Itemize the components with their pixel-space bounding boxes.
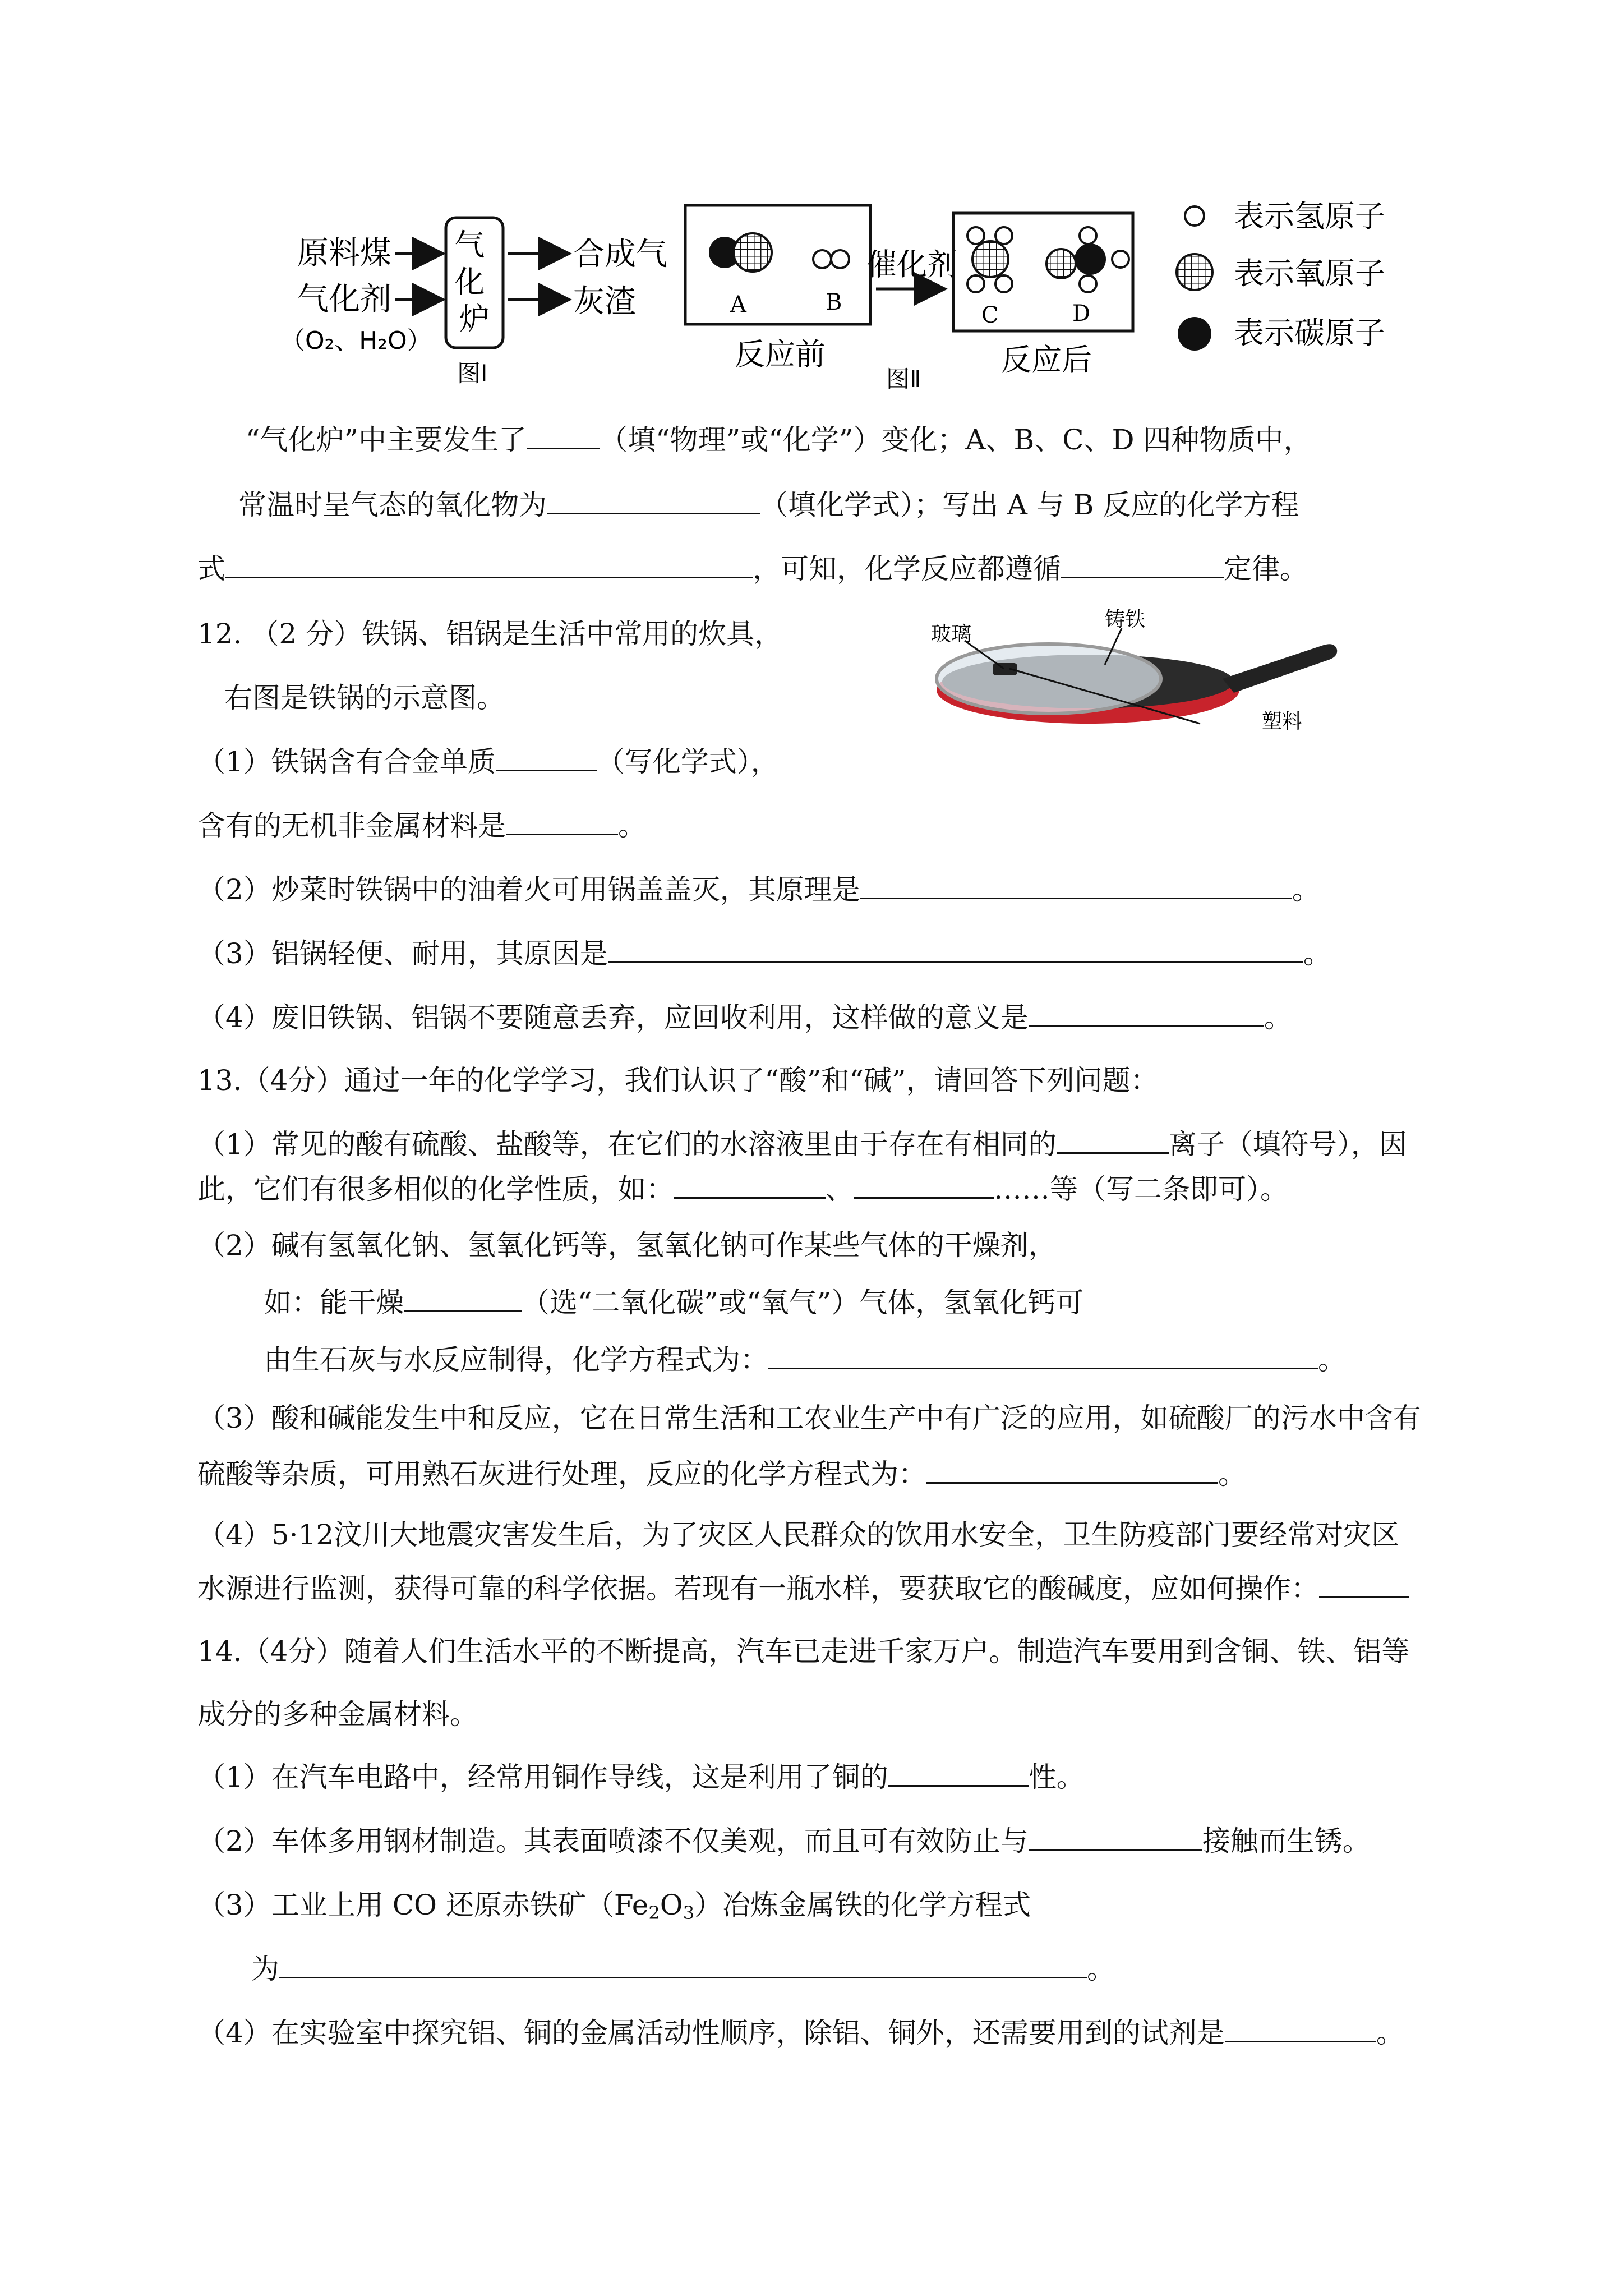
fig2-label-d: D	[1072, 301, 1091, 326]
molecule-b-h2	[831, 250, 849, 268]
q12-p1a: （1）铁锅含有合金单质	[197, 746, 496, 778]
q14-sub-3: 3	[683, 1902, 695, 1924]
q13-blank-lime-equation[interactable]	[768, 1342, 1318, 1369]
q13-p3a: （3）酸和碱能发生中和反应，它在日常生活和工农业生产中有广泛的应用，如硫酸厂的污水中含有	[197, 1402, 1421, 1434]
diagram-figures	[0, 0, 1623, 426]
q12-p2b: 。	[1292, 873, 1320, 906]
fig1-furnace-label	[454, 227, 494, 337]
q14-line1	[197, 1634, 1409, 1669]
q13-part2-line2	[264, 1285, 1083, 1320]
fig1-furnace-c2: 化	[454, 264, 485, 300]
legend-hydrogen: 表示氢原子	[1234, 199, 1385, 234]
molecule-a-oxygen	[734, 233, 772, 272]
fig2-caption: 图Ⅱ	[886, 365, 921, 393]
q12-p1c: 含有的无机非金属材料是	[197, 809, 506, 842]
pan-label-glass: 玻璃	[931, 623, 972, 646]
molecule-c-h2	[995, 227, 1012, 244]
q12-p4b: 。	[1264, 1001, 1292, 1034]
q13-part2-line3	[264, 1342, 1346, 1378]
fig1-output-gas: 合成气	[573, 236, 667, 273]
q13-part3-line1	[197, 1400, 1421, 1436]
q12-blank-nonmetal[interactable]	[506, 808, 618, 835]
fig2-label-b: B	[826, 289, 842, 315]
q14-part1	[197, 1759, 1085, 1795]
q11-line3	[197, 551, 1308, 587]
fig1-furnace-c1: 气	[454, 227, 485, 263]
q11-line1	[246, 422, 1311, 458]
q12-p2a: （2）炒菜时铁锅中的油着火可用锅盖盖灭，其原理是	[197, 873, 860, 906]
fig1-caption: 图Ⅰ	[457, 360, 488, 387]
q13-p4a: （4）5·12汶川大地震灾害发生后，为了灾区人民群众的饮用水安全，卫生防疫部门要经常对灾区	[197, 1519, 1400, 1551]
q12-part1-line2	[197, 808, 646, 844]
pan-label-iron: 铸铁	[1105, 608, 1146, 631]
molecule-c-h4	[995, 275, 1012, 292]
molecule-c-h1	[967, 227, 984, 244]
q14-p3-o: O	[660, 1889, 683, 1921]
pan-label-plastic: 塑料	[1262, 710, 1303, 733]
q14-blank-contact[interactable]	[1029, 1823, 1202, 1851]
q14-blank-iron-equation[interactable]	[279, 1951, 1087, 1978]
q13-blank-ion[interactable]	[1057, 1126, 1169, 1154]
q14-p3c: 为	[251, 1953, 279, 1985]
fig2-catalyst: 催化剂	[866, 247, 957, 282]
q14-p4b: 。	[1376, 2017, 1404, 2049]
q13-line1	[197, 1062, 1159, 1098]
q13-p3c: 。	[1218, 1458, 1246, 1490]
q13-part1-line2	[197, 1171, 1288, 1207]
q14-sub-2: 2	[648, 1902, 660, 1924]
q12-p4a: （4）废旧铁锅、铝锅不要随意丢弃，应回收利用，这样做的意义是	[197, 1001, 1029, 1034]
q14-blank-property[interactable]	[888, 1759, 1029, 1787]
legend-oxygen: 表示氧原子	[1234, 256, 1385, 291]
q12-part1-line1	[197, 744, 779, 780]
molecule-d-h3	[1112, 251, 1129, 268]
q14-p1b: 性。	[1028, 1761, 1085, 1793]
q13-part3-line2	[197, 1456, 1246, 1492]
fig1-furnace-c3: 炉	[459, 301, 490, 337]
molecule-d-h2	[1080, 275, 1096, 292]
q12-p3a: （3）铝锅轻便、耐用，其原因是	[197, 937, 608, 970]
legend-carbon-icon	[1178, 317, 1211, 351]
molecule-d-oxygen	[1046, 249, 1076, 278]
q12-p1b: （写化学式），	[596, 746, 779, 778]
q13-part2-line1	[197, 1227, 1057, 1263]
legend-carbon: 表示碳原子	[1234, 315, 1385, 351]
q14-p2a: （2）车体多用钢材制造。其表面喷漆不仅美观，而且可有效防止与	[197, 1825, 1029, 1857]
q14-part3-line2	[251, 1951, 1115, 1987]
q11-text-3c: 定律。	[1224, 553, 1308, 585]
q14-blank-reagent[interactable]	[1225, 2015, 1376, 2042]
molecule-d-carbon	[1075, 243, 1106, 275]
q12-line2	[224, 680, 505, 716]
fig2-label-c: C	[981, 302, 999, 328]
q13-p2d: 由生石灰与水反应制得，化学方程式为：	[264, 1343, 768, 1376]
molecule-d-h1	[1080, 227, 1096, 244]
q13-p1b: 离子（填符号），因	[1168, 1128, 1407, 1161]
q13-blank-neutralization[interactable]	[926, 1456, 1218, 1484]
q14-title: 14.（4分）随着人们生活水平的不断提高，汽车已走进千家万户。制造汽车要用到含铜、铁、铝等	[197, 1635, 1410, 1668]
q11-text-2a: 常温时呈气态的氧化物为	[238, 489, 547, 521]
q14-part4	[197, 2015, 1404, 2051]
fig2-label-a: A	[730, 292, 746, 318]
legend-hydrogen-icon	[1185, 206, 1204, 226]
q13-title: 13.（4分）通过一年的化学学习，我们认识了“酸”和“碱”，请回答下列问题：	[197, 1064, 1159, 1097]
q14-intro: 成分的多种金属材料。	[197, 1698, 478, 1731]
q12-part3	[197, 936, 1331, 972]
q14-line2	[197, 1696, 478, 1732]
q14-p3b: ）冶炼金属铁的化学方程式	[694, 1889, 1031, 1921]
q11-text-1a: “气化炉”中主要发生了	[246, 424, 527, 456]
q11-blank-gas-oxide[interactable]	[547, 487, 760, 514]
q11-text-2b: （填化学式）；写出 A 与 B 反应的化学方程	[760, 489, 1299, 521]
q11-text-3b: ，可知，化学反应都遵循	[753, 553, 1061, 585]
q13-p3b: 硫酸等杂质，可用熟石灰进行处理，反应的化学方程式为：	[197, 1458, 926, 1490]
q13-blank-property1[interactable]	[674, 1171, 826, 1199]
q12-part4	[197, 1000, 1292, 1036]
molecule-c-carbon	[972, 241, 1008, 277]
q11-blank-change-type[interactable]	[527, 422, 600, 449]
q13-p2a: （2）碱有氢氧化钠、氢氧化钙等，氢氧化钠可作某些气体的干燥剂，	[197, 1229, 1057, 1262]
fig2-before-label: 反应前	[735, 337, 826, 372]
q11-line2	[238, 487, 1299, 523]
q14-p4a: （4）在实验室中探究铝、铜的金属活动性顺序，除铝、铜外，还需要用到的试剂是	[197, 2017, 1225, 2049]
q12-p3b: 。	[1303, 937, 1331, 970]
q13-p4b: 水源进行监测，获得可靠的科学依据。若现有一瓶水样，要获取它的酸碱度，应如何操作：	[197, 1572, 1319, 1605]
frying-pan-image	[920, 606, 1346, 735]
q14-p3a: （3）工业上用 CO 还原赤铁矿（Fe	[197, 1889, 649, 1921]
fig1-input-coal: 原料煤	[297, 235, 391, 272]
q13-part1-line1	[197, 1126, 1407, 1162]
q12-part2	[197, 872, 1320, 908]
q13-p1d: 、	[826, 1173, 854, 1205]
molecule-b-h1	[813, 250, 831, 268]
q14-part3-line1	[197, 1887, 1031, 1931]
q12-blank-reason[interactable]	[608, 936, 1303, 963]
q12-line1	[197, 616, 782, 652]
fig2-after-label: 反应后	[1001, 342, 1092, 378]
q12-blank-significance[interactable]	[1029, 1000, 1264, 1027]
molecule-c-h3	[967, 275, 984, 292]
q11-text-1b: （填“物理”或“化学”）变化；A、B、C、D 四种物质中，	[600, 424, 1312, 456]
fig1-output-slag: 灰渣	[573, 283, 636, 320]
q13-p1a: （1）常见的酸有硫酸、盐酸等，在它们的水溶液里由于存在有相同的	[197, 1128, 1057, 1161]
q14-part2	[197, 1823, 1371, 1859]
q14-p3d: 。	[1087, 1953, 1115, 1985]
q14-p1a: （1）在汽车电路中，经常用铜作导线，这是利用了铜的	[197, 1761, 888, 1793]
q13-p1e: ……等（写二条即可）。	[994, 1173, 1288, 1205]
q12-blank-principle[interactable]	[860, 872, 1292, 899]
q12-p1d: 。	[618, 809, 646, 842]
q13-p2e: 。	[1318, 1343, 1346, 1376]
q13-p2b: 如：能干燥	[264, 1286, 404, 1319]
q13-blank-ph-method[interactable]	[1319, 1571, 1409, 1598]
q14-p2b: 接触而生锈。	[1202, 1825, 1371, 1857]
q13-p1c: 此，它们有很多相似的化学性质，如：	[197, 1173, 674, 1205]
q12-intro: 右图是铁锅的示意图。	[224, 682, 505, 714]
q11-blank-law[interactable]	[1061, 551, 1224, 578]
q13-blank-gas[interactable]	[404, 1285, 522, 1312]
fig1-agent-note: （O₂、H₂O）	[280, 326, 432, 355]
q13-blank-property2[interactable]	[854, 1171, 994, 1199]
q11-blank-equation[interactable]	[225, 551, 753, 578]
q13-part4-line1	[197, 1517, 1399, 1553]
q13-part4-line2	[197, 1571, 1409, 1607]
fig1-input-agent: 气化剂	[297, 281, 391, 318]
q12-title: 12. （2 分）铁锅、铝锅是生活中常用的炊具，	[197, 618, 783, 650]
pan-handle	[1223, 644, 1337, 693]
legend-oxygen-icon	[1177, 254, 1212, 290]
q12-blank-alloy[interactable]	[496, 744, 597, 771]
q13-p2c: （选“二氧化碳”或“氧气”）气体，氢氧化钙可	[522, 1286, 1084, 1319]
q11-text-3a: 式	[197, 553, 225, 585]
